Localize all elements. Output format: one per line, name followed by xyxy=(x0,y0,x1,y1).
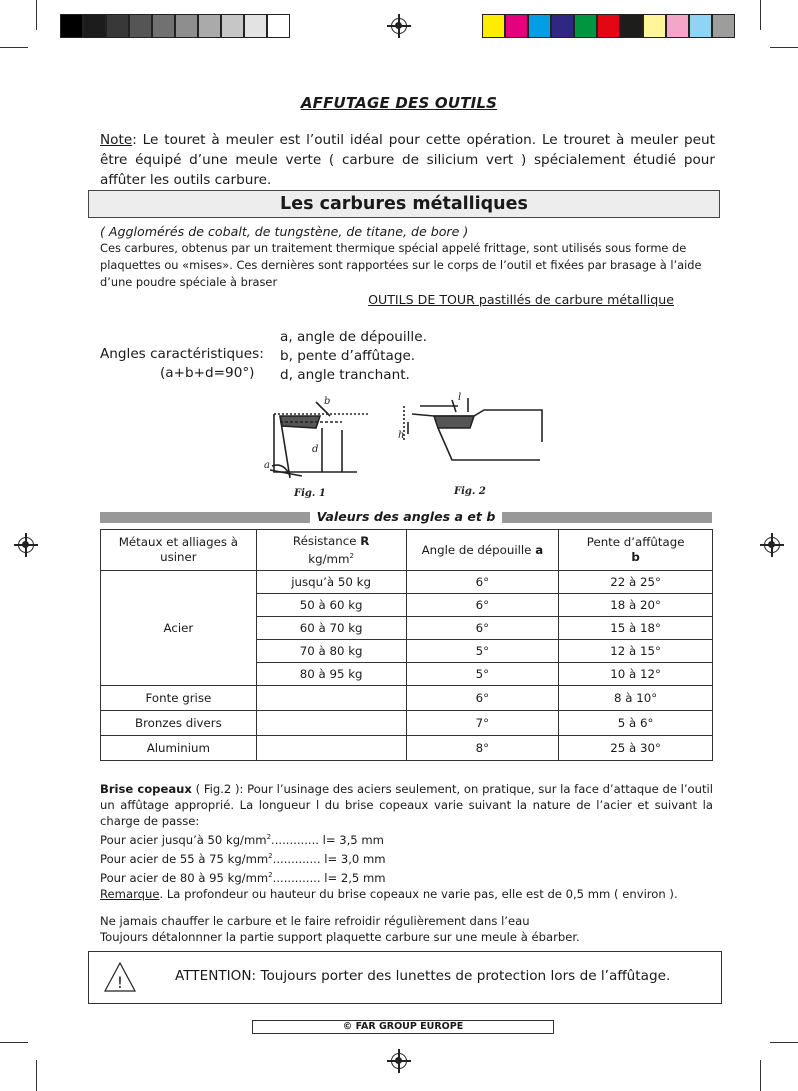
footer-copyright: © FAR GROUP EUROPE xyxy=(252,1020,554,1034)
angles-formula: (a+b+d=90°) xyxy=(160,365,255,381)
metal-cell: Acier xyxy=(101,571,257,686)
color-swatch xyxy=(666,14,689,38)
section-heading: Les carbures métalliques xyxy=(88,190,720,218)
header-angle-text: Angle de dépouille xyxy=(421,542,536,557)
chip-breaker-line xyxy=(100,829,713,848)
note-paragraph xyxy=(100,130,715,190)
angle-cell: 6° xyxy=(406,594,559,617)
chip-breaker-line-sup: 2 xyxy=(266,833,272,841)
crop-mark xyxy=(0,47,28,48)
carbide-description: Ces carbures, obtenus par un traitement thermique spécial appelé frittage, sont utilisés sous forme de plaquettes ou «mises». Ces dernières sont rapportées sur le corps de l’outil et fixées par brasage à l’aide d’une poudre spéciale à braser xyxy=(100,241,702,289)
note-label: Note xyxy=(100,132,133,148)
crop-mark xyxy=(770,1042,798,1043)
chip-breaker-line-a: Pour acier jusqu’à 50 kg/mm xyxy=(100,832,267,847)
header-metal-text: Métaux et alliages à usiner xyxy=(118,535,239,564)
pente-cell: 5 à 6° xyxy=(559,711,713,736)
chip-breaker-line-a: Pour acier de 80 à 95 kg/mm xyxy=(100,870,269,885)
angle-values-table xyxy=(100,529,713,761)
header-metal xyxy=(101,530,257,571)
chip-breaker-text: ( Fig.2 ): Pour l’usinage des aciers seulement, on pratique, sur la face d’attaque de l’outil un affûtage approprié. La longueur l du brise copeaux varie suivant la nature de l’acier et suivant la charge de passe: xyxy=(100,782,713,828)
caption-bar-left xyxy=(100,512,310,523)
pente-cell: 22 à 25° xyxy=(559,571,713,594)
registration-mark-icon xyxy=(18,537,34,553)
metal-cell: Aluminium xyxy=(101,736,257,761)
note-text: : Le touret à meuler est l’outil idéal pour cette opération. Le trouret à meuler peut être équipé d’une meule verte ( carbure de silicium vert ) spécialement étudié pour affûter les outils carbure. xyxy=(100,132,715,188)
fig2-letter-h: h xyxy=(398,430,405,441)
crop-mark xyxy=(0,1042,28,1043)
angle-cell: 6° xyxy=(406,686,559,711)
chip-breaker-paragraph xyxy=(100,781,713,829)
chip-breaker-label: Brise copeaux xyxy=(100,782,192,796)
crop-mark xyxy=(36,0,37,30)
remark-text: . La profondeur ou hauteur du brise copeaux ne varie pas, elle est de 0,5 mm ( environ ). xyxy=(159,886,678,901)
angle-cell: 7° xyxy=(406,711,559,736)
attention-text: ATTENTION: Toujours porter des lunettes de protection lors de l’affûtage. xyxy=(175,968,671,984)
color-swatch xyxy=(574,14,597,38)
header-pente xyxy=(559,530,713,571)
tool-angle-figures xyxy=(262,392,562,504)
res-cell xyxy=(256,711,406,736)
table-row xyxy=(101,736,713,761)
warning-triangle-icon xyxy=(103,960,137,994)
angle-item-b: b, pente d’affûtage. xyxy=(280,348,416,364)
angle-cell: 5° xyxy=(406,640,559,663)
chip-breaker-line-sup: 2 xyxy=(268,851,273,860)
chip-breaker-line xyxy=(100,867,713,886)
angle-symbol: a xyxy=(535,542,544,557)
figure-2 xyxy=(404,398,542,460)
header-resistance xyxy=(256,530,406,571)
remark-paragraph xyxy=(100,886,713,902)
res-cell: 50 à 60 kg xyxy=(256,594,406,617)
res-cell: 70 à 80 kg xyxy=(256,640,406,663)
chip-breaker-line-b: ............. l= 3,0 mm xyxy=(272,851,386,866)
angle-item-d: d, angle tranchant. xyxy=(280,367,410,383)
angle-cell: 5° xyxy=(406,663,559,686)
angle-cell: 8° xyxy=(406,736,559,761)
angles-label: Angles caractéristiques: xyxy=(100,346,264,362)
registration-mark-icon xyxy=(391,1053,407,1069)
header-resistance-text: Résistance xyxy=(292,533,361,548)
resistance-unit-sup: 2 xyxy=(349,551,354,560)
page-title: AFFUTAGE DES OUTILS xyxy=(300,94,498,112)
gray-swatch xyxy=(244,14,267,38)
table-row xyxy=(101,711,713,736)
color-swatch xyxy=(597,14,620,38)
fig2-letter-l: l xyxy=(458,392,462,403)
pente-cell: 12 à 15° xyxy=(559,640,713,663)
fig2-caption: Fig. 2 xyxy=(454,486,486,497)
registration-mark-icon xyxy=(391,18,407,34)
gray-swatch xyxy=(60,14,83,38)
pente-cell: 25 à 30° xyxy=(559,736,713,761)
color-swatch xyxy=(643,14,666,38)
table-header-row xyxy=(101,530,713,571)
table-caption: Valeurs des angles a et b xyxy=(316,509,496,524)
warning-line: Toujours détalonnner la partie support plaquette carbure sur une meule à ébarber. xyxy=(100,930,580,944)
res-cell: 60 à 70 kg xyxy=(256,617,406,640)
gray-swatch xyxy=(152,14,175,38)
figure-1 xyxy=(270,402,370,478)
chip-breaker-lines xyxy=(100,829,713,886)
angle-cell: 6° xyxy=(406,617,559,640)
gray-swatch xyxy=(106,14,129,38)
resistance-unit: kg/mm xyxy=(308,551,350,566)
res-cell xyxy=(256,686,406,711)
chip-breaker-line-a: Pour acier de 55 à 75 kg/mm xyxy=(100,851,269,866)
angle-cell: 6° xyxy=(406,571,559,594)
chip-breaker-line-b: ............. l= 3,5 mm xyxy=(271,832,384,847)
crop-mark xyxy=(36,1060,37,1091)
chip-breaker-line-sup: 2 xyxy=(268,870,273,879)
color-swatch xyxy=(712,14,735,38)
fig1-letter-d: d xyxy=(312,444,319,455)
fig1-letter-b: b xyxy=(324,396,331,407)
warning-glyph: ! xyxy=(116,973,124,992)
registration-mark-icon xyxy=(764,537,780,553)
pente-cell: 18 à 20° xyxy=(559,594,713,617)
res-cell: 80 à 95 kg xyxy=(256,663,406,686)
warning-line: Ne jamais chauffer le carbure et le faire refroidir régulièrement dans l’eau xyxy=(100,914,530,928)
warnings-block xyxy=(100,913,580,945)
gray-swatch xyxy=(267,14,290,38)
pente-cell: 8 à 10° xyxy=(559,686,713,711)
color-swatch xyxy=(689,14,712,38)
angle-item-a: a, angle de dépouille. xyxy=(280,329,427,345)
gray-swatch xyxy=(221,14,244,38)
pente-cell: 10 à 12° xyxy=(559,663,713,686)
color-swatch xyxy=(505,14,528,38)
chip-breaker-line-b: ............. l= 2,5 mm xyxy=(272,870,386,885)
caption-bar-right xyxy=(502,512,712,523)
header-angle xyxy=(406,530,559,571)
metal-cell: Fonte grise xyxy=(101,686,257,711)
gray-swatch xyxy=(129,14,152,38)
gray-swatch xyxy=(175,14,198,38)
angles-list xyxy=(280,328,427,385)
metal-cell: Bronzes divers xyxy=(101,711,257,736)
carbide-composition: ( Agglomérés de cobalt, de tungstène, de titane, de bore ) xyxy=(100,224,469,239)
fig1-caption: Fig. 1 xyxy=(294,488,326,499)
crop-mark xyxy=(760,1060,761,1091)
color-swatch xyxy=(620,14,643,38)
chip-breaker-line xyxy=(100,848,713,867)
table-caption-bar xyxy=(100,509,712,524)
color-swatch xyxy=(528,14,551,38)
header-pente-text: Pente d’affûtage xyxy=(586,535,685,549)
crop-mark xyxy=(770,47,798,48)
remark-label: Remarque xyxy=(100,886,160,901)
lathe-tools-heading: OUTILS DE TOUR pastillés de carbure métallique xyxy=(368,292,674,307)
crop-mark xyxy=(760,0,761,30)
color-swatch xyxy=(551,14,574,38)
fig1-letter-a: a xyxy=(264,460,270,471)
pente-cell: 15 à 18° xyxy=(559,617,713,640)
resistance-symbol: R xyxy=(360,533,370,548)
table-row xyxy=(101,686,713,711)
pente-symbol: b xyxy=(631,550,640,564)
gray-swatch xyxy=(83,14,106,38)
color-swatch xyxy=(482,14,505,38)
attention-box xyxy=(88,951,722,1004)
gray-swatch xyxy=(198,14,221,38)
table-row xyxy=(101,571,713,594)
res-cell: jusqu’à 50 kg xyxy=(256,571,406,594)
chip-breaker-section xyxy=(100,781,713,902)
res-cell xyxy=(256,736,406,761)
